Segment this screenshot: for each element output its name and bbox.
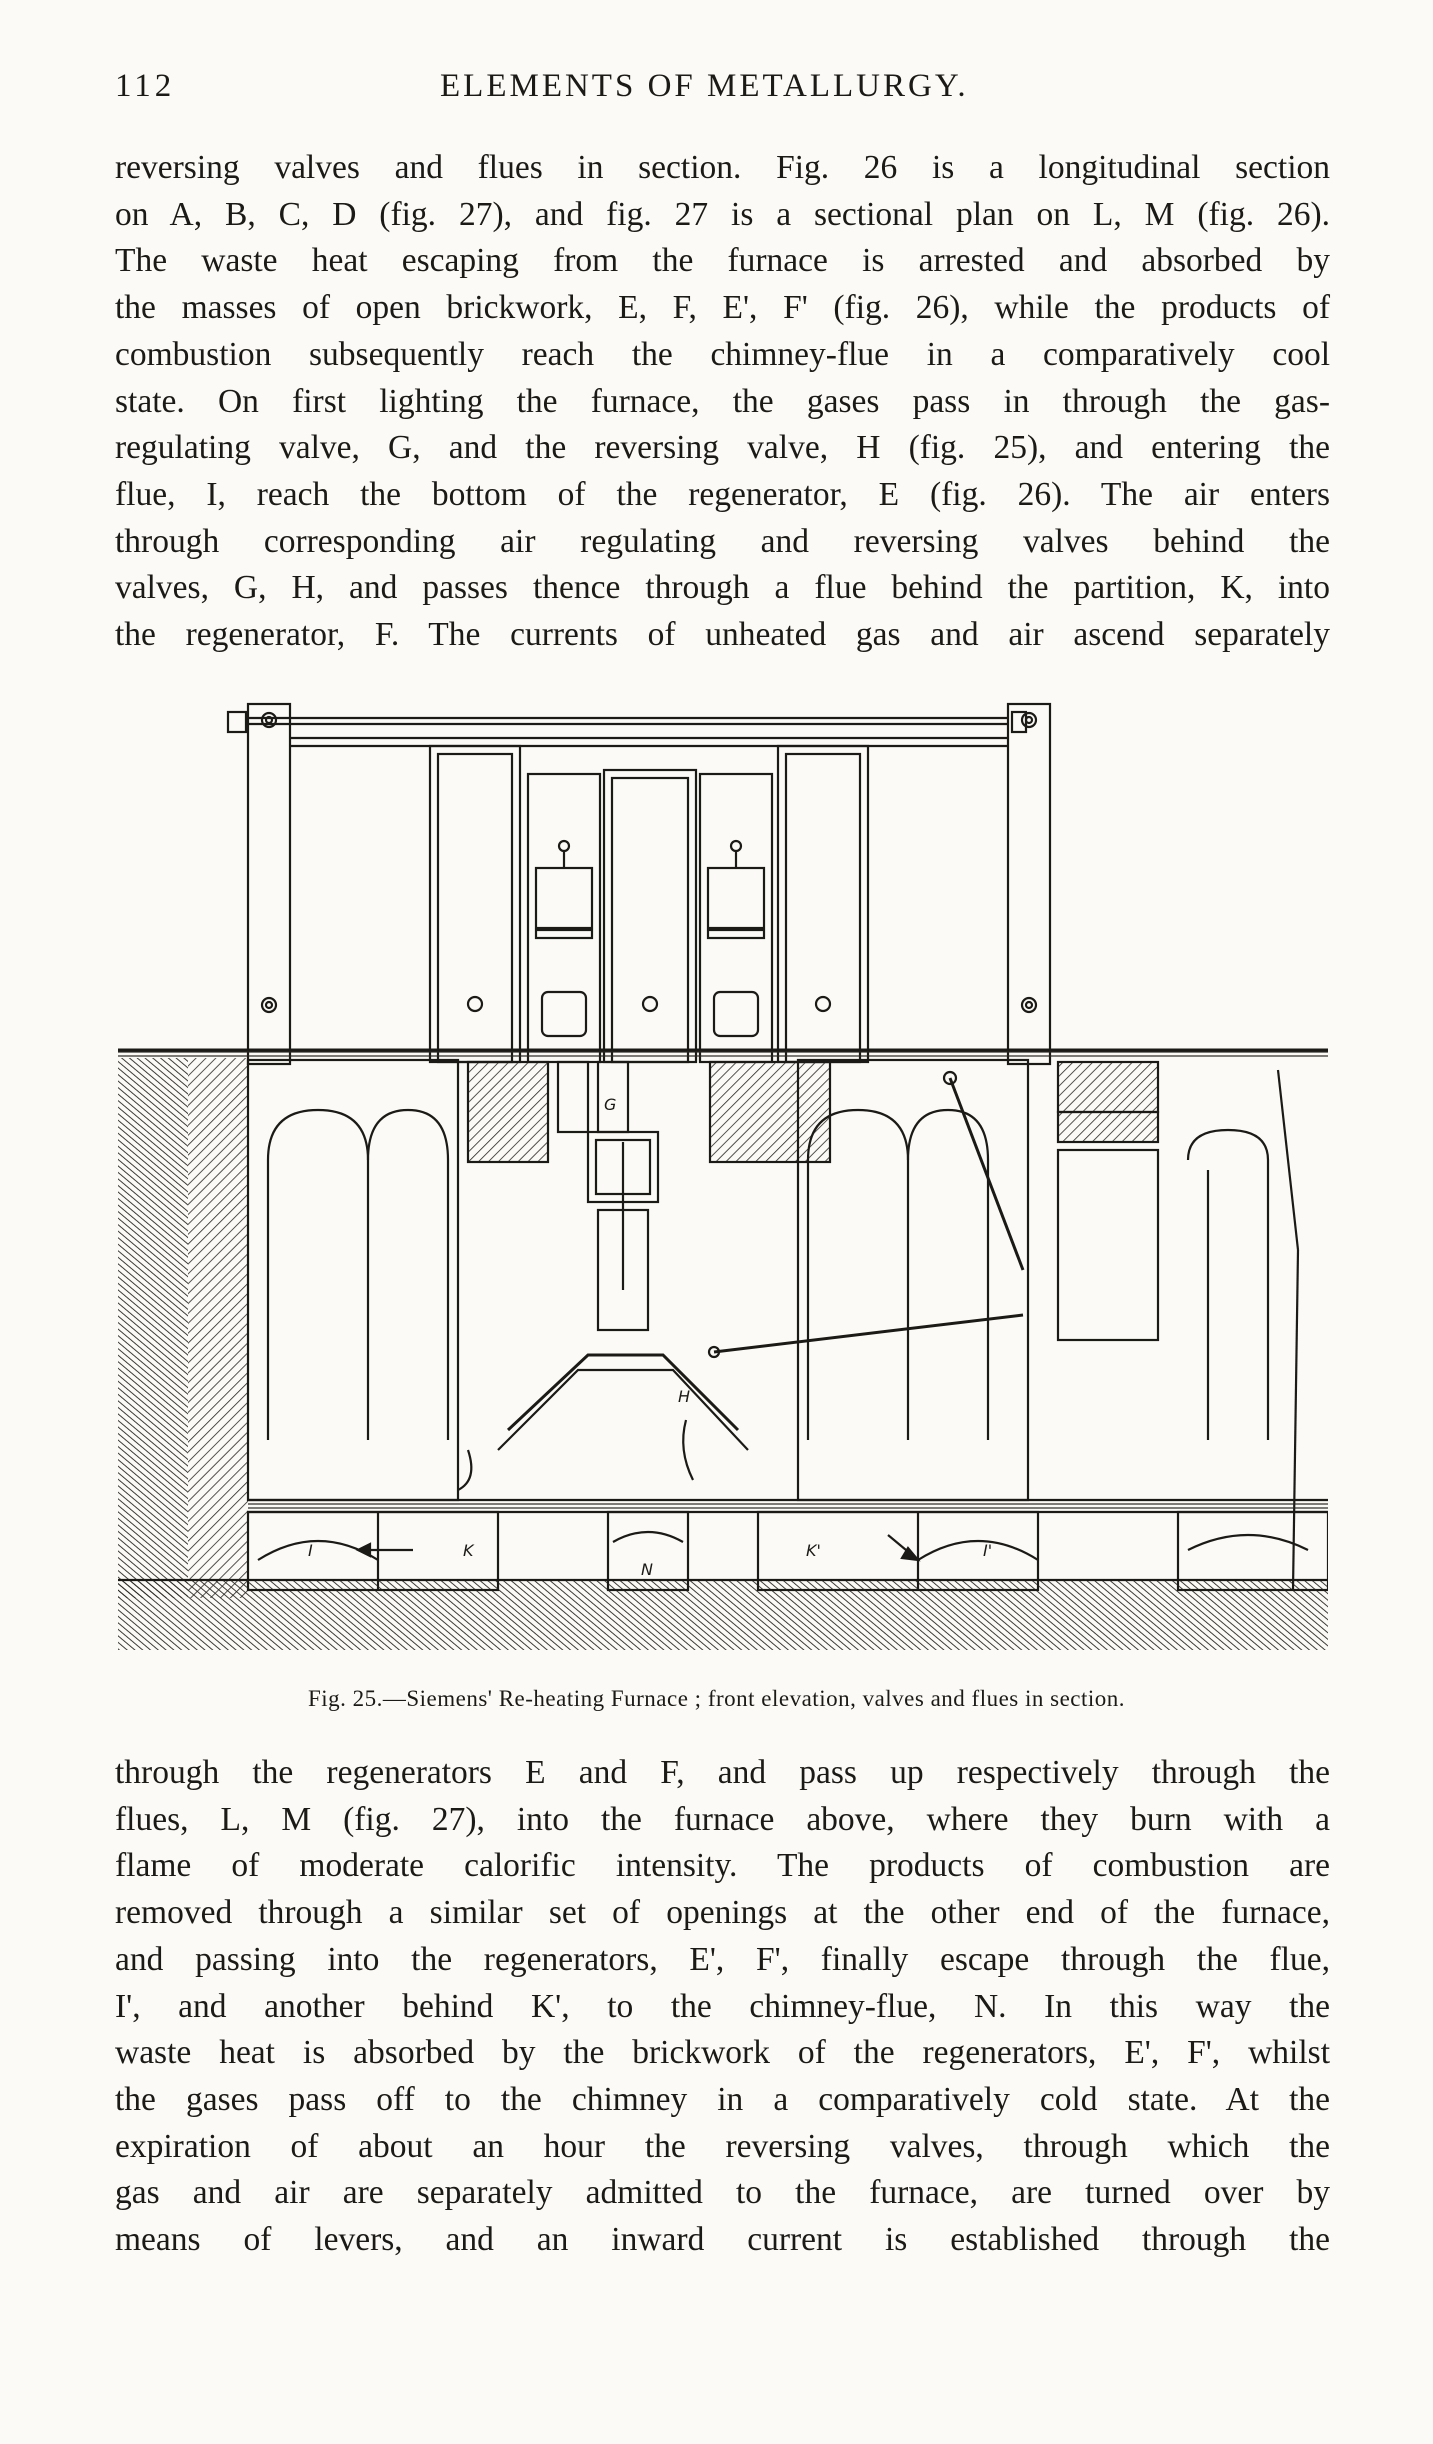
text-line: gas and air are separately admitted to the furnace, are turned over by <box>115 2174 1330 2212</box>
text-line: valves, G, H, and passes thence through a flue behind the partition, K, into <box>115 569 1330 607</box>
figure-caption: Fig. 25.—Siemens' Re-heating Furnace ; front elevation, valves and flues in section. <box>307 1686 1126 1711</box>
furnace-engraving <box>118 690 1328 1660</box>
text-line: waste heat is absorbed by the brickwork of the regenerators, E', F', whilst <box>115 2034 1330 2072</box>
running-title: ELEMENTS OF METALLURGY. <box>440 68 969 104</box>
text-line: flame of moderate calorific intensity. The products of combustion are <box>115 1847 1330 1885</box>
text-line: and passing into the regenerators, E', F', finally escape through the flue, <box>115 1940 1330 1978</box>
paragraph-bottom <box>115 1750 1330 2264</box>
text-line: the gases pass off to the chimney in a comparatively cold state. At the <box>115 2080 1330 2118</box>
paragraph-top <box>115 145 1330 659</box>
text-line: through corresponding air regulating and reversing valves behind the <box>115 522 1330 560</box>
text-line: expiration of about an hour the reversing valves, through which the <box>115 2127 1330 2165</box>
label-i-prime: I' <box>983 1541 993 1560</box>
label-h: H <box>678 1387 691 1406</box>
text-line: removed through a similar set of openings at the other end of the furnace, <box>115 1894 1330 1932</box>
text-line: The waste heat escaping from the furnace is arrested and absorbed by <box>115 242 1330 280</box>
label-g: G <box>604 1095 617 1114</box>
text-line: the regenerator, F. The currents of unheated gas and air ascend separately <box>115 616 1330 654</box>
text-line: means of levers, and an inward current is established through the <box>115 2221 1330 2259</box>
text-line: I', and another behind K', to the chimney-flue, N. In this way the <box>115 1987 1330 2025</box>
text-line: regulating valve, G, and the reversing valve, H (fig. 25), and entering the <box>115 429 1330 467</box>
text-line: combustion subsequently reach the chimney-flue in a comparatively cool <box>115 335 1330 373</box>
label-k-prime: K' <box>806 1541 821 1560</box>
label-i: I <box>308 1541 313 1560</box>
text-line: reversing valves and flues in section. Fig. 26 is a longitudinal section <box>115 149 1330 186</box>
text-line: flue, I, reach the bottom of the regenerator, E (fig. 26). The air enters <box>115 475 1330 513</box>
page-header <box>115 62 1325 112</box>
text-line: flues, L, M (fig. 27), into the furnace above, where they burn with a <box>115 1800 1330 1838</box>
furnace-figure <box>118 690 1328 1660</box>
label-k: K <box>463 1541 474 1560</box>
text-line: state. On first lighting the furnace, the gases pass in through the gas- <box>115 382 1330 420</box>
text-line: on A, B, C, D (fig. 27), and fig. 27 is a sectional plan on L, M (fig. 26). <box>115 195 1330 233</box>
text-line: the masses of open brickwork, E, F, E', F' (fig. 26), while the products of <box>115 289 1330 327</box>
text-line: through the regenerators E and F, and pass up respectively through the <box>115 1754 1330 1791</box>
label-n: N <box>641 1560 653 1579</box>
page-number: 112 <box>115 68 176 104</box>
